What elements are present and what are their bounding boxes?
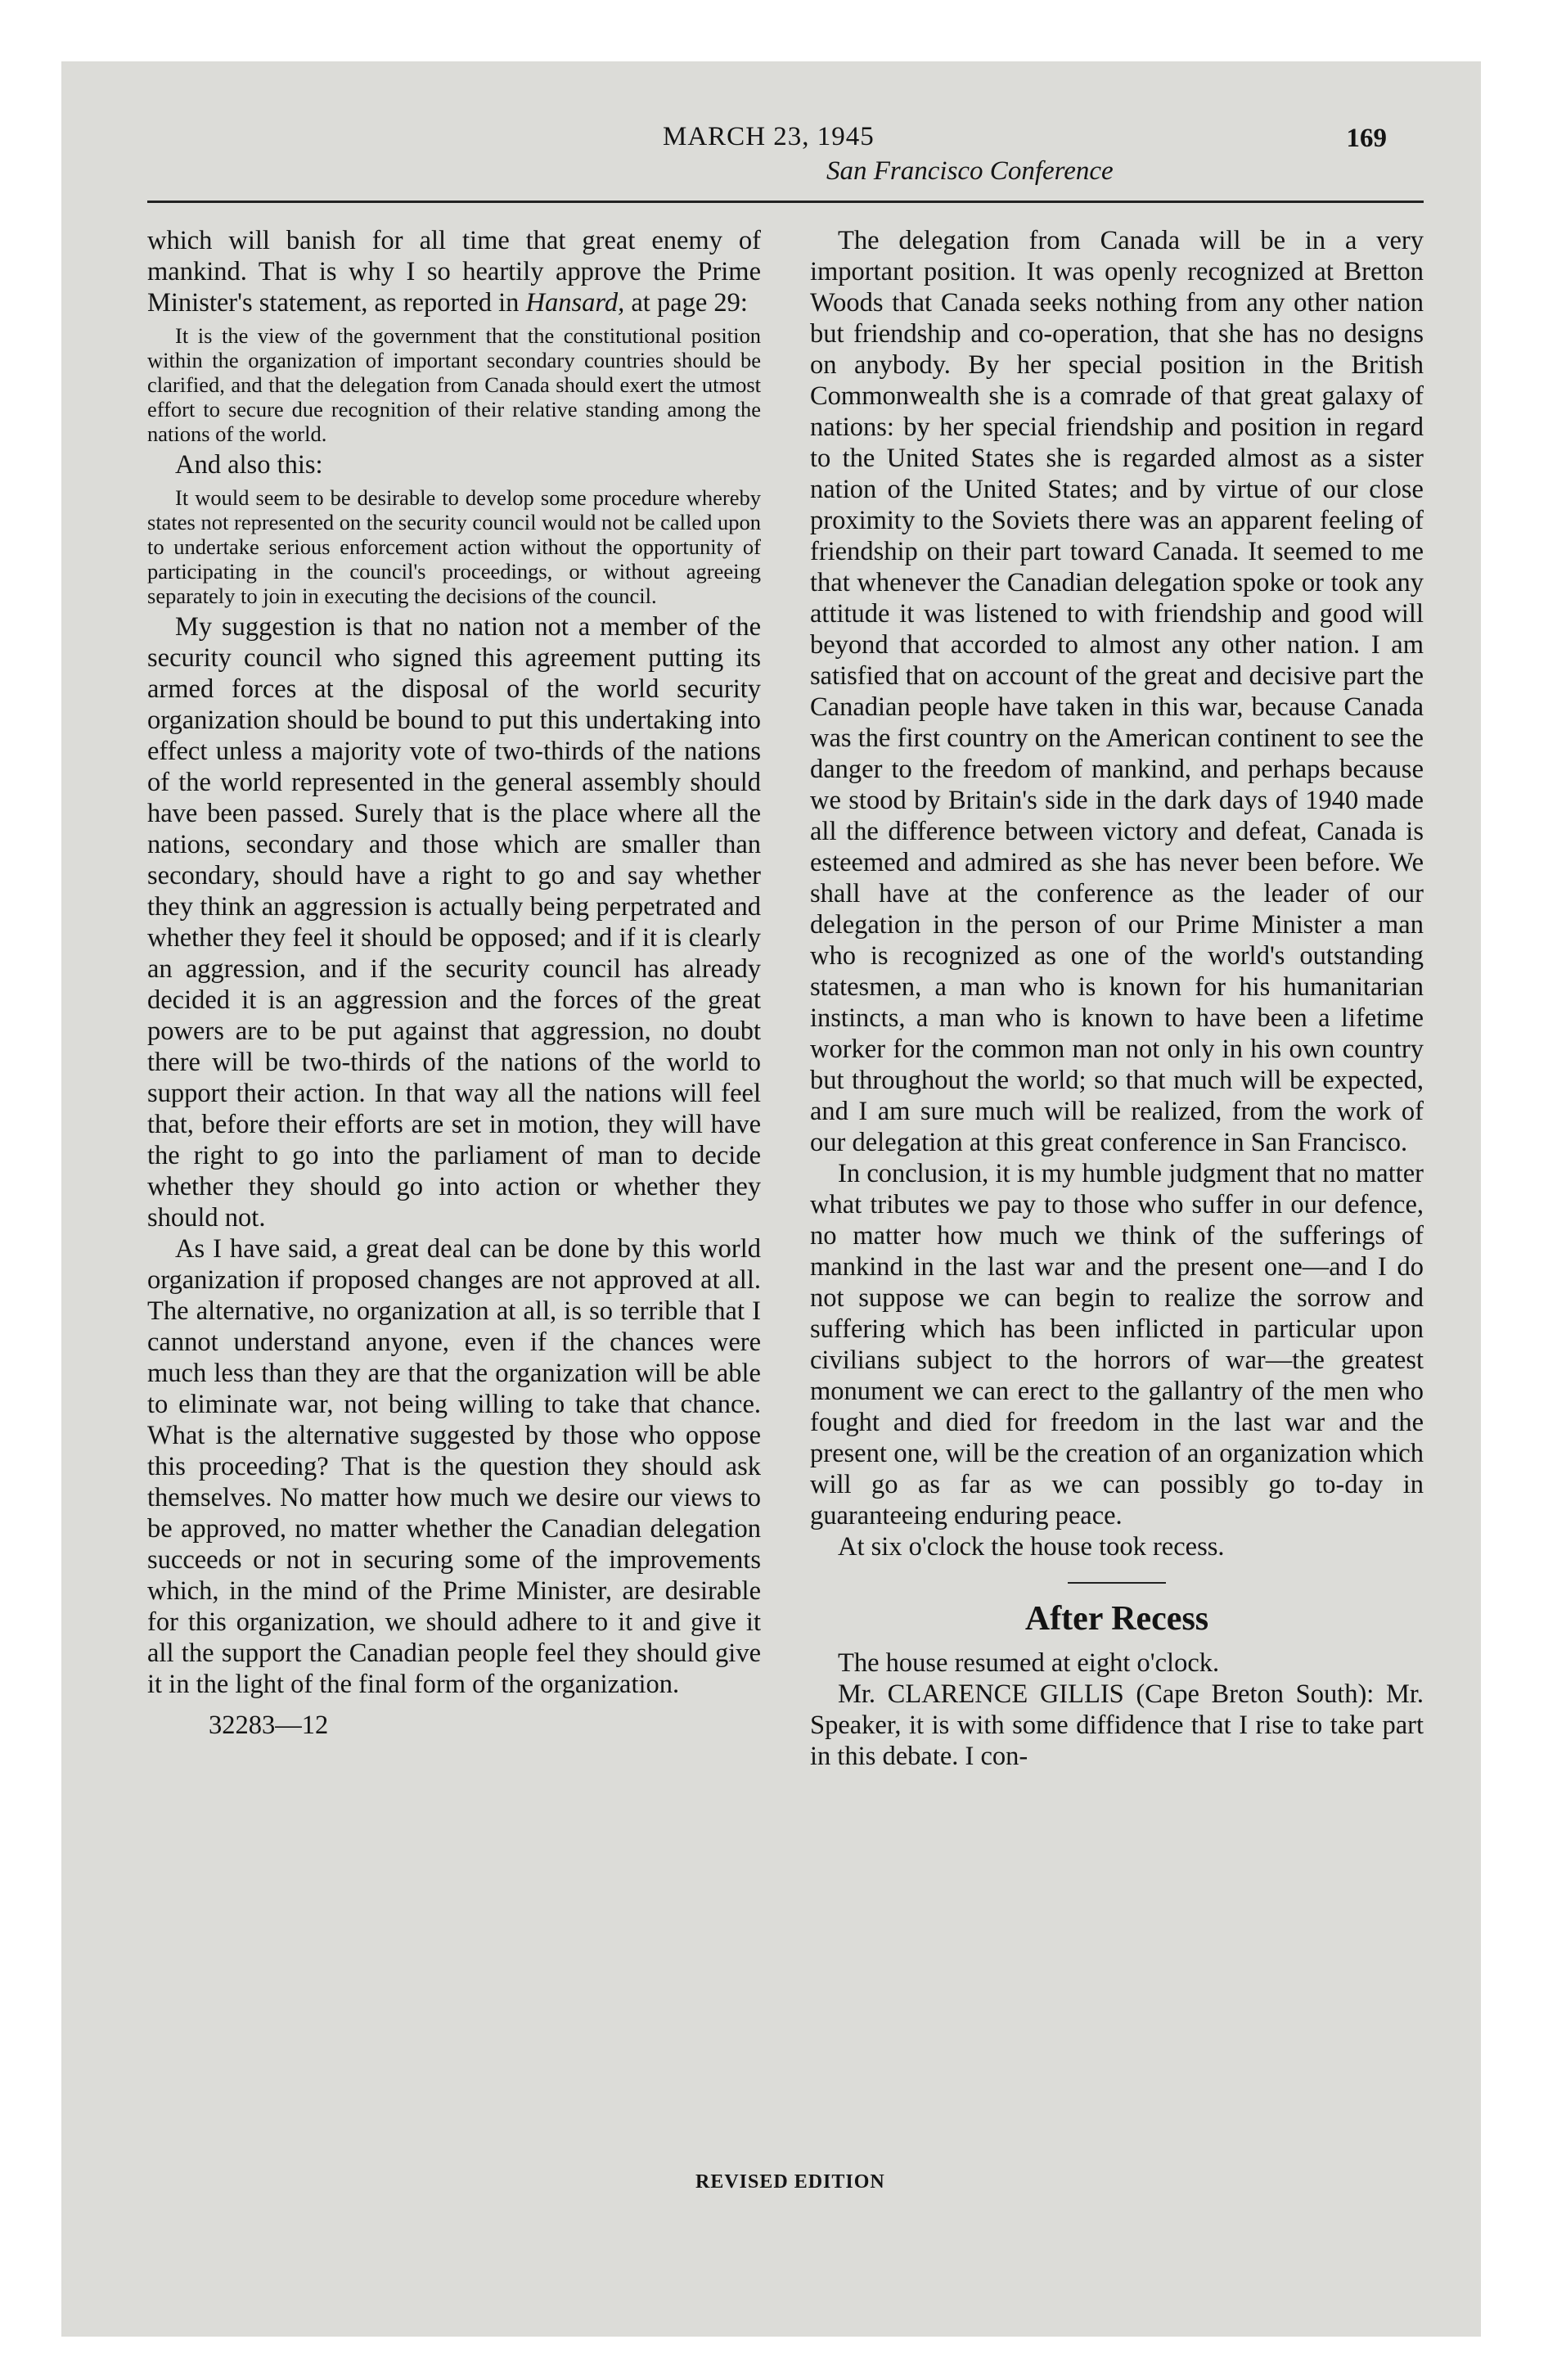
header-date: MARCH 23, 1945 bbox=[663, 122, 875, 151]
running-header bbox=[147, 110, 1424, 203]
block-quote: It would seem to be desirable to develop some procedure whereby states not represented on the security council would not be called upon to undertake serious enforcement action without the opportunity of participating in the council's proceedings, or without agreeing separately to join in executing the decisions of the council. bbox=[147, 485, 761, 608]
paragraph-text: which will banish for all time that great enemy of mankind. That is why I so heartily approve the Prime Minister's statement, as reported in bbox=[147, 226, 761, 318]
page-number: 169 bbox=[1346, 124, 1387, 153]
block-quote: It is the view of the government that the constitutional position within the organization of important secondary countries should be clarified, and that the delegation from Canada should exert the utmost effort to secure due recognition of their relative standing among the nations of the world. bbox=[147, 323, 761, 446]
paragraph: The delegation from Canada will be in a very important position. It was openly recognized at Bretton Woods that Canada seeks nothing from any other nation but friendship and co-operation, that she has no designs on anybody. By her special position in the British Commonwealth she is a comrade of that great galaxy of nations: by her special friendship and position in regard to the United States she is regarded almost as a sister nation of the United States; and by virtue of our close proximity to the Soviets there was an apparent feeling of friendship on their part toward Canada. It seemed to me that whenever the Canadian delegation spoke or took any attitude it was listened to with friendship and good will beyond that accorded to almost any other nation. I am satisfied that on account of the great and decisive part the Canadian people have taken in this war, because Canada was the first country on the American continent to see the danger to the freedom of mankind, and perhaps because we stood by Britain's side in the dark days of 1940 made all the difference between victory and defeat, Canada is esteemed and admired as she has never been before. We shall have at the conference as the leader of our delegation in the person of our Prime Minister a man who is recognized as one of the world's outstanding statesmen, a man who is known for his humanitarian instincts, a man who is known to have been a lifetime worker for the common man not only in his own country but throughout the world; so that much will be expected, and I am sure much will be realized, from the work of our delegation at this great conference in San Francisco. bbox=[810, 226, 1424, 1157]
paragraph: In conclusion, it is my humble judgment that no matter what tributes we pay to those who suffer in our defence, no matter how much we think of the sufferings of mankind in the last war and the present one—and I do not suppose we can begin to realize the sorrow and suffering which has been inflicted in particular upon civilians subject to the horrors of war—the greatest monument we can erect to the gallantry of the men who fought and died for freedom in the last war and the present one, will be the creation of an organization which will go as far as we can possibly go to-day in guaranteeing enduring peace. bbox=[810, 1159, 1424, 1530]
paragraph bbox=[147, 225, 761, 318]
paragraph: Mr. CLARENCE GILLIS (Cape Breton South): Mr. Speaker, it is with some diffidence that I rise to take part in this debate. I con- bbox=[810, 1679, 1424, 1771]
section-heading: After Recess bbox=[1024, 1600, 1209, 1638]
paragraph-text: at page 29: bbox=[624, 288, 748, 318]
paragraph: At six o'clock the house took recess. bbox=[838, 1532, 1225, 1562]
left-column bbox=[147, 225, 761, 1741]
footer-edition: REVISED EDITION bbox=[695, 2171, 885, 2193]
paragraph: My suggestion is that no nation not a member of the security council who signed this agreement putting its armed forces at the disposal of the world security organization should be bound to put this undertaking into effect unless a majority vote of two-thirds of the nations of the world represented in the general assembly should have been passed. Surely that is the place where all the nations, secondary and those which are smaller than secondary, should have a right to go and say whether they think an aggression is actually being perpetrated and whether they feel it should be opposed; and if it is clearly an aggression, and if the security council has already decided it is an aggression and the forces of the great powers are to be put against that aggression, no doubt there will be two-thirds of the nations of the world to support their action. In that way all the nations will feel that, before their efforts are set in motion, they will have the right to go into the parliament of man to decide whether they should go into action or whether they should not. bbox=[147, 612, 761, 1233]
paragraph: As I have said, a great deal can be done by this world organization if proposed changes are not approved at all. The alternative, no organization at all, is so terrible that I cannot understand anyone, even if the chances were much less than they are that the organization will be able to eliminate war, not being willing to take that chance. What is the alternative suggested by those who oppose this proceeding? That is the question they should ask themselves. No matter how much we desire our views to be approved, no matter whether the Canadian delegation succeeds or not in securing some of the improvements which, in the mind of the Prime Minister, are desirable for this organization, we should adhere to it and give it all the support the Canadian people feel they should give it in the light of the final form of the organization. bbox=[147, 1234, 761, 1699]
printer-signature: 32283—12 bbox=[209, 1711, 329, 1740]
paragraph: The house resumed at eight o'clock. bbox=[838, 1648, 1220, 1678]
section-divider bbox=[1068, 1582, 1166, 1584]
header-conference: San Francisco Conference bbox=[826, 156, 1114, 186]
paragraph: And also this: bbox=[175, 450, 323, 480]
right-column bbox=[810, 225, 1424, 1772]
document-page bbox=[147, 110, 1424, 2255]
emphasis-text: Hansard, bbox=[525, 288, 625, 318]
